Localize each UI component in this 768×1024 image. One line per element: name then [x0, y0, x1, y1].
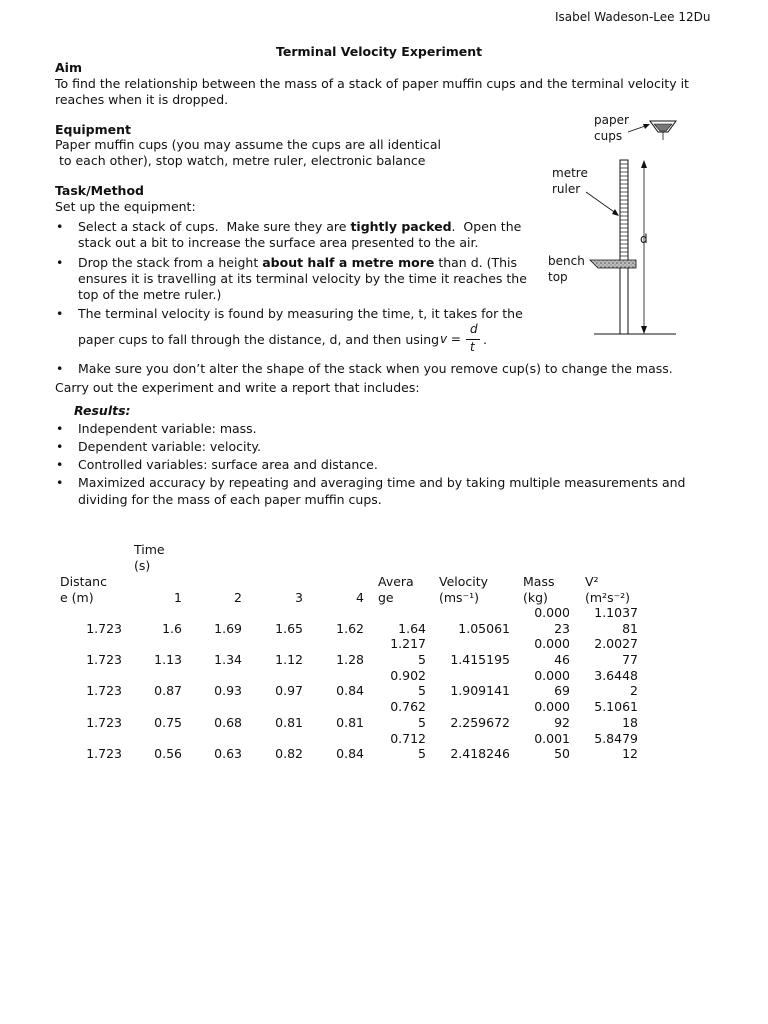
cell-time-trial-4: 1.62 [336, 620, 364, 636]
method-bullet-1-text: Select a stack of cups. Make sure they are [78, 219, 351, 234]
label-metre: metre [552, 166, 588, 180]
cell-distance: 1.723 [86, 714, 122, 730]
cell-mass-part-1: 0.000 [534, 636, 570, 652]
method-bullet-2-bold: about half a metre more [262, 255, 435, 270]
cell-time-trial-2: 0.63 [214, 746, 242, 762]
method-bullet-2-line-1 [78, 255, 517, 271]
header-velocity-unit: (ms⁻¹) [439, 590, 480, 605]
header-time-unit: (s) [134, 558, 151, 573]
cell-v-squared-part-2: 81 [622, 620, 638, 636]
bullet-dot: • [56, 361, 64, 376]
method-bullet-3-line-2: paper cups to fall through the distance, d, and then using [78, 332, 440, 347]
cell-time-trial-1: 1.6 [162, 620, 182, 636]
equation-period: . [483, 332, 487, 347]
header-distance: Distanc [60, 574, 107, 589]
cell-time-trial-1: 0.87 [154, 683, 182, 699]
label-ruler: ruler [552, 182, 581, 196]
cell-mass-part-1: 0.000 [534, 699, 570, 715]
method-bullet-2-text-end: than d. (This [434, 255, 517, 270]
cell-v-squared-part-1: 3.6448 [594, 667, 638, 683]
cell-average-part-2: 1.64 [398, 620, 426, 636]
bullet-dot: • [56, 306, 64, 321]
cell-time-trial-4: 1.28 [336, 652, 364, 667]
header-average: Avera [378, 574, 414, 589]
cell-velocity: 1.909141 [450, 683, 510, 699]
cell-average-part-1: 1.217 [390, 636, 426, 652]
cell-mass-part-1: 0.000 [534, 605, 570, 620]
report-intro: Carry out the experiment and write a report that includes: [55, 380, 420, 395]
cell-distance: 1.723 [86, 683, 122, 699]
equation-lhs: v = [440, 332, 461, 346]
cell-average-part-2: 5 [418, 652, 426, 667]
cell-distance: 1.723 [86, 620, 122, 636]
header-average-2: ge [378, 590, 394, 605]
cell-average-part-2: 5 [418, 746, 426, 762]
header-trial-3: 3 [295, 590, 303, 605]
author-header: Isabel Wadeson-Lee 12Du [555, 10, 711, 24]
cell-time-trial-2: 0.68 [214, 714, 242, 730]
cell-mass-part-2: 23 [554, 620, 570, 636]
equation-denominator: t [470, 340, 475, 354]
results-item-1: Independent variable: mass. [78, 421, 257, 436]
method-bullet-1-line-2: stack out a bit to increase the surface area presented to the air. [78, 235, 479, 250]
method-heading: Task/Method [55, 183, 144, 198]
cell-time-trial-3: 0.82 [275, 746, 303, 762]
equipment-text-line-2: to each other), stop watch, metre ruler, electronic balance [55, 153, 426, 168]
cell-distance: 1.723 [86, 746, 122, 762]
aim-text-line-1: To find the relationship between the mass of a stack of paper muffin cups and the terminal velocity it [55, 76, 689, 91]
cell-average-part-2: 5 [418, 683, 426, 699]
aim-heading: Aim [55, 60, 82, 75]
bench-top-icon [590, 260, 636, 268]
cell-velocity: 1.05061 [458, 620, 510, 636]
cell-time-trial-2: 1.34 [214, 652, 242, 667]
cell-mass-part-1: 0.000 [534, 667, 570, 683]
equipment-text-line-1: Paper muffin cups (you may assume the cups are all identical [55, 137, 442, 152]
results-item-4: Maximized accuracy by repeating and averaging time and by taking multiple measurements and [78, 475, 686, 490]
cups-pointer-arrow [628, 124, 650, 132]
method-bullet-2-line-2: ensures it is travelling at its terminal velocity by the time it reaches the [78, 271, 527, 286]
header-trial-2: 2 [234, 590, 242, 605]
label-d: d [640, 232, 648, 246]
header-time: Time [134, 542, 165, 557]
cell-time-trial-3: 1.65 [275, 620, 303, 636]
bullet-dot: • [56, 255, 64, 270]
bullet-dot: • [56, 439, 64, 454]
bullet-dot: • [56, 219, 64, 234]
results-item-3: Controlled variables: surface area and distance. [78, 457, 378, 472]
cell-time-trial-4: 0.81 [336, 714, 364, 730]
results-item-4-line-2: dividing for the mass of each paper muffin cups. [78, 492, 382, 507]
distance-d-arrow [641, 160, 647, 334]
cell-v-squared-part-2: 77 [622, 652, 638, 667]
cell-mass-part-2: 92 [554, 714, 570, 730]
label-paper: paper [594, 113, 629, 127]
cell-average-part-1: 0.762 [390, 699, 426, 715]
header-v-squared-unit: (m²s⁻²) [585, 590, 631, 605]
cell-v-squared-part-1: 5.8479 [594, 730, 638, 746]
cell-mass-part-1: 0.001 [534, 730, 570, 746]
bullet-dot: • [56, 475, 64, 490]
cell-time-trial-4: 0.84 [336, 746, 364, 762]
apparatus-diagram [540, 110, 730, 350]
header-velocity: Velocity [439, 574, 489, 589]
cell-time-trial-3: 0.97 [275, 683, 303, 699]
cell-average-part-1: 0.712 [390, 730, 426, 746]
header-trial-1: 1 [174, 590, 182, 605]
cell-velocity: 2.418246 [450, 746, 510, 762]
method-bullet-4-line-1: Make sure you don’t alter the shape of the stack when you remove cup(s) to change the mass. [78, 361, 673, 376]
aim-text-line-2: reaches when it is dropped. [55, 92, 229, 107]
header-distance-unit: e (m) [60, 590, 94, 605]
cell-v-squared-part-1: 5.1061 [594, 699, 638, 715]
label-bench: bench [548, 254, 585, 268]
cell-v-squared-part-2: 2 [630, 683, 638, 699]
cell-average-part-1: 0.902 [390, 667, 426, 683]
header-trial-4: 4 [356, 590, 364, 605]
cell-v-squared-part-2: 18 [622, 714, 638, 730]
metre-ruler-icon [620, 160, 628, 334]
method-bullet-1-text-end: . Open the [451, 219, 522, 234]
cell-time-trial-3: 1.12 [275, 652, 303, 667]
equipment-heading: Equipment [55, 122, 131, 137]
cell-v-squared-part-1: 1.1037 [594, 605, 638, 620]
header-mass-unit: (kg) [523, 590, 548, 605]
bullet-dot: • [56, 421, 64, 436]
cell-time-trial-2: 0.93 [214, 683, 242, 699]
cell-distance: 1.723 [86, 652, 122, 667]
header-mass: Mass [523, 574, 555, 589]
bullet-dot: • [56, 457, 64, 472]
method-bullet-2-line-3: top of the metre ruler.) [78, 287, 222, 302]
equation-numerator: d [470, 322, 478, 336]
method-bullet-3-line-1: The terminal velocity is found by measuring the time, t, it takes for the [78, 306, 523, 321]
method-bullet-2-text: Drop the stack from a height [78, 255, 263, 270]
cell-time-trial-3: 0.81 [275, 714, 303, 730]
page-title: Terminal Velocity Experiment [276, 44, 483, 59]
cell-mass-part-2: 69 [554, 683, 570, 699]
cell-v-squared-part-2: 12 [622, 746, 638, 762]
method-bullet-1-line-1 [78, 219, 521, 235]
method-bullet-1-bold: tightly packed [350, 219, 452, 234]
method-intro: Set up the equipment: [55, 199, 196, 214]
cell-v-squared-part-1: 2.0027 [594, 636, 638, 652]
cell-average-part-2: 5 [418, 714, 426, 730]
cell-time-trial-1: 1.13 [154, 652, 182, 667]
cell-time-trial-1: 0.75 [154, 714, 182, 730]
label-top: top [548, 270, 568, 284]
results-item-2: Dependent variable: velocity. [78, 439, 261, 454]
cell-mass-part-2: 46 [554, 652, 570, 667]
cell-mass-part-2: 50 [554, 746, 570, 762]
cell-velocity: 2.259672 [450, 714, 510, 730]
ruler-pointer-arrow [586, 192, 619, 216]
label-cups: cups [594, 129, 623, 143]
paper-cups-icon [650, 121, 676, 140]
results-heading: Results: [74, 403, 131, 418]
cell-velocity: 1.415195 [450, 652, 510, 667]
cell-time-trial-2: 1.69 [214, 620, 242, 636]
header-v-squared: V² [585, 574, 599, 589]
cell-time-trial-4: 0.84 [336, 683, 364, 699]
cell-time-trial-1: 0.56 [154, 746, 182, 762]
